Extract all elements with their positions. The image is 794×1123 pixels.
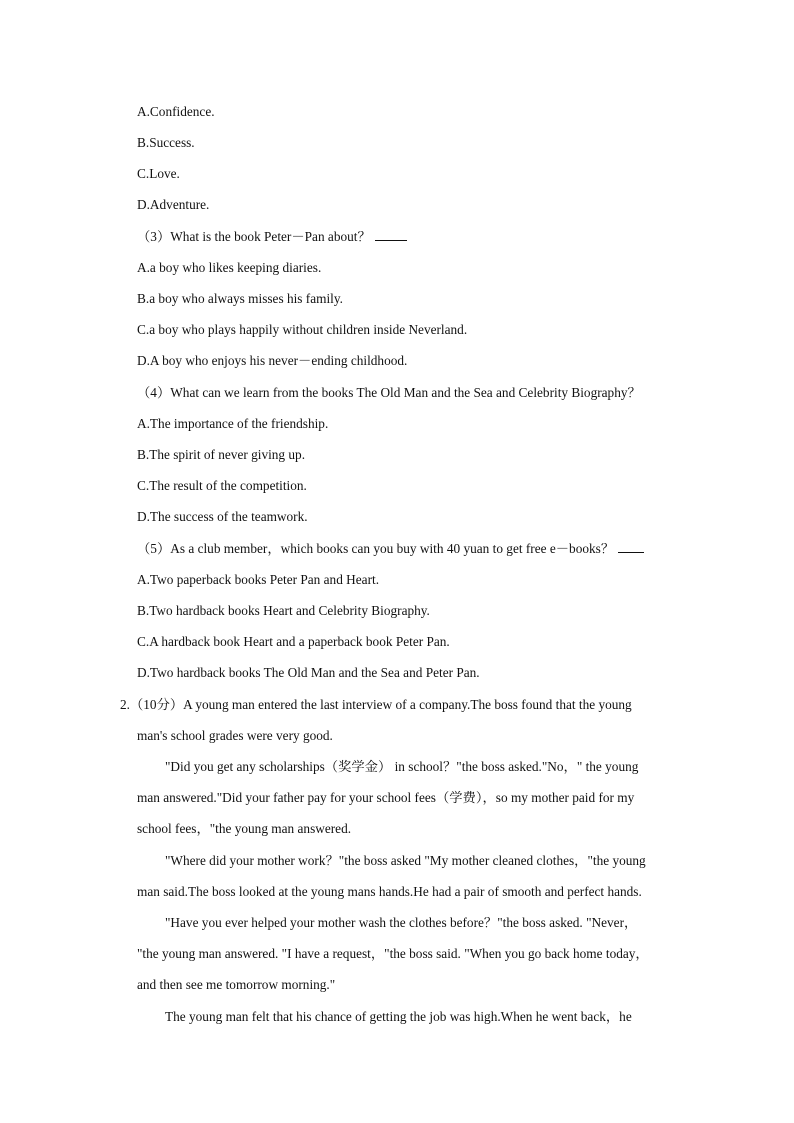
q3-option-b: B.a boy who always misses his family. [137, 291, 343, 306]
passage-line: man said.The boss looked at the young mans hands.He had a pair of smooth and perfect hands. [137, 884, 642, 899]
q4-option-d: D.The success of the teamwork. [137, 509, 308, 524]
q5-option-c: C.A hardback book Heart and a paperback book Peter Pan. [137, 634, 450, 649]
q2-option-b: B.Success. [137, 135, 195, 150]
passage-line: The young man felt that his chance of getting the job was high.When he went back，he [165, 1009, 632, 1024]
q5-option-d: D.Two hardback books The Old Man and the Sea and Peter Pan. [137, 665, 480, 680]
q4-option-c: C.The result of the competition. [137, 478, 307, 493]
answer-blank [618, 540, 644, 553]
passage-line: "the young man answered. "I have a request，"the boss said. "When you go back home today， [137, 946, 649, 961]
q4-option-a: A.The importance of the friendship. [137, 416, 329, 431]
q5-option-a: A.Two paperback books Peter Pan and Heart. [137, 572, 380, 587]
q3-question: （3）What is the book Peter－Pan about？ [137, 229, 371, 244]
question-number: 2. [120, 697, 130, 712]
passage-line: man answered."Did your father pay for your school fees（学费），so my mother paid for my [137, 790, 635, 805]
q4-option-b: B.The spirit of never giving up. [137, 447, 306, 462]
q2-option-a: A.Confidence. [137, 104, 215, 119]
q5-question: （5）As a club member，which books can you buy with 40 yuan to get free e－books？ [137, 541, 615, 556]
passage-line: school fees，"the young man answered. [137, 821, 352, 836]
q3-option-c: C.a boy who plays happily without children inside Neverland. [137, 322, 468, 337]
q4-question: （4）What can we learn from the books The Old Man and the Sea and Celebrity Biography？ [137, 385, 641, 400]
passage-line: "Where did your mother work？"the boss asked "My mother cleaned clothes，"the young [165, 853, 646, 868]
passage-line: （10分）A young man entered the last interview of a company.The boss found that the young [129, 697, 632, 712]
q2-option-d: D.Adventure. [137, 197, 210, 212]
q3-line [137, 228, 407, 246]
passage-line: "Did you get any scholarships（奖学金） in school？"the boss asked."No，" the young [165, 759, 639, 774]
answer-blank [375, 228, 407, 241]
passage-2-first-line [120, 696, 632, 714]
q3-option-d: D.A boy who enjoys his never－ending childhood. [137, 353, 408, 368]
q2-option-c: C.Love. [137, 166, 180, 181]
passage-line: "Have you ever helped your mother wash the clothes before？"the boss asked. "Never， [165, 915, 638, 930]
q5-line [137, 540, 644, 558]
q3-option-a: A.a boy who likes keeping diaries. [137, 260, 322, 275]
q5-option-b: B.Two hardback books Heart and Celebrity Biography. [137, 603, 430, 618]
passage-line: man's school grades were very good. [137, 728, 333, 743]
passage-line: and then see me tomorrow morning." [137, 977, 336, 992]
